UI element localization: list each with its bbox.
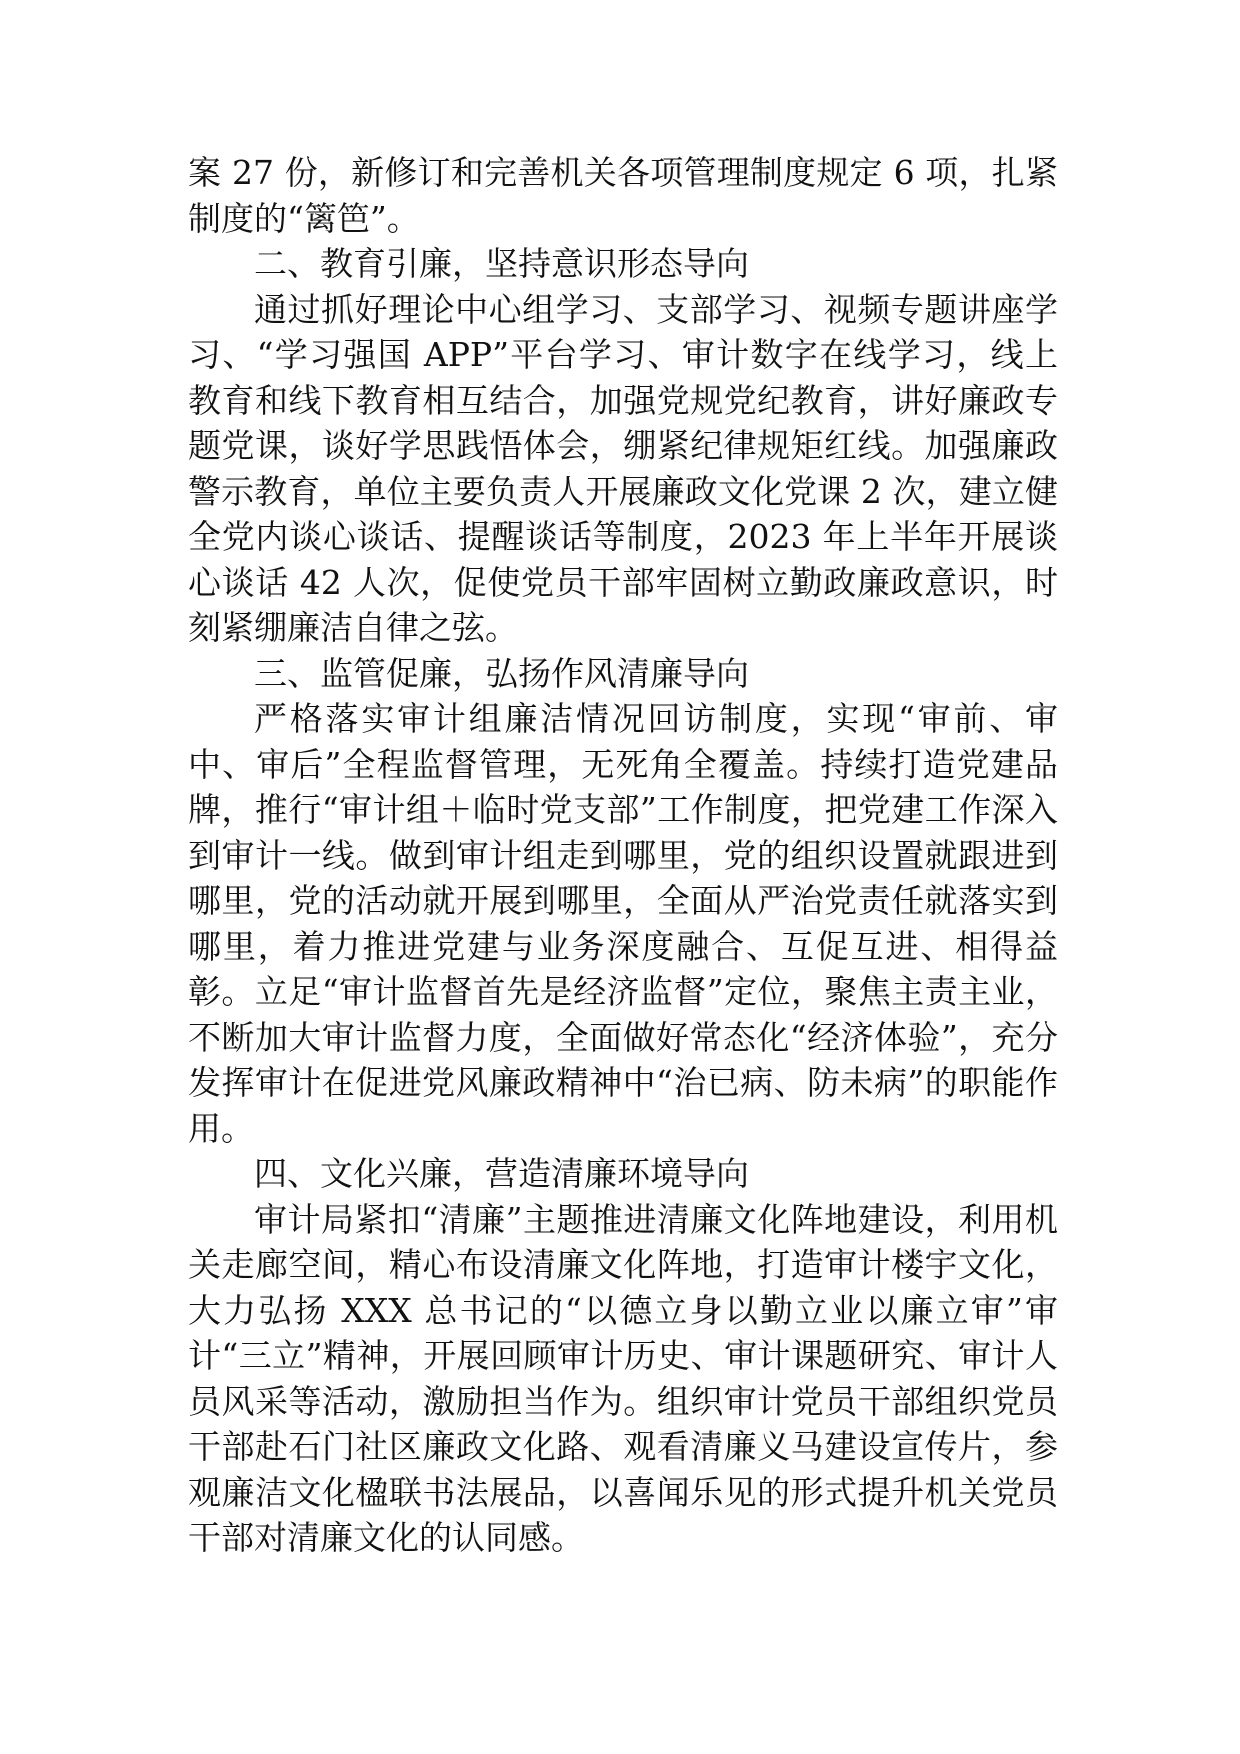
paragraph-culture: 审计局紧扣“清廉”主题推进清廉文化阵地建设，利用机关走廊空间，精心布设清廉文化阵地，打造审计楼宇文化，大力弘扬 XXX 总书记的“以德立身以勤立业以廉立审”审计“三立”精神，开展回顾审计历史、审计课题研究、审计人员风采等活动，激励担当作为。组织审计党员干部组织党员干部赴石门社区廉政文化路、观看清廉义马建设宣传片，参观廉洁文化楹联书法展品，以喜闻乐见的形式提升机关党员干部对清廉文化的认同感。 (188, 1199, 1058, 1557)
paragraph-continuation: 案 27 份，新修订和完善机关各项管理制度规定 6 项，扎紧制度的“篱笆”。 (188, 153, 1058, 238)
section-heading-supervision: 三、监管促廉，弘扬作风清廉导向 (254, 653, 749, 693)
paragraph-supervision: 严格落实审计组廉洁情况回访制度，实现“审前、审中、审后”全程监督管理，无死角全覆盖。持续打造党建品牌，推行“审计组＋临时党支部”工作制度，把党建工作深入到审计一线。做到审计组走到哪里，党的组织设置就跟进到哪里，党的活动就开展到哪里，全面从严治党责任就落实到哪里，着力推进党建与业务深度融合、互促互进、相得益彰。立足“审计监督首先是经济监督”定位，聚焦主责主业，不断加大审计监督力度，全面做好常态化“经济体验”，充分发挥审计在促进党风廉政精神中“治已病、防未病”的职能作用。 (188, 699, 1058, 1148)
paragraph-education: 通过抓好理论中心组学习、支部学习、视频专题讲座学习、“学习强国 APP”平台学习、审计数字在线学习，线上教育和线下教育相互结合，加强党规党纪教育，讲好廉政专题党课，谈好学思践悟体会，绷紧纪律规矩红线。加强廉政警示教育，单位主要负责人开展廉政文化党课 2 次，建立健全党内谈心谈话、提醒谈话等制度，2023 年上半年开展谈心谈话 42 人次，促使党员干部牢固树立勤政廉政意识，时刻紧绷廉洁自律之弦。 (188, 289, 1058, 647)
section-heading-culture: 四、文化兴廉，营造清廉环境导向 (254, 1154, 749, 1193)
section-heading-education: 二、教育引廉，坚持意识形态导向 (254, 244, 749, 283)
document-page (188, 150, 1058, 1561)
